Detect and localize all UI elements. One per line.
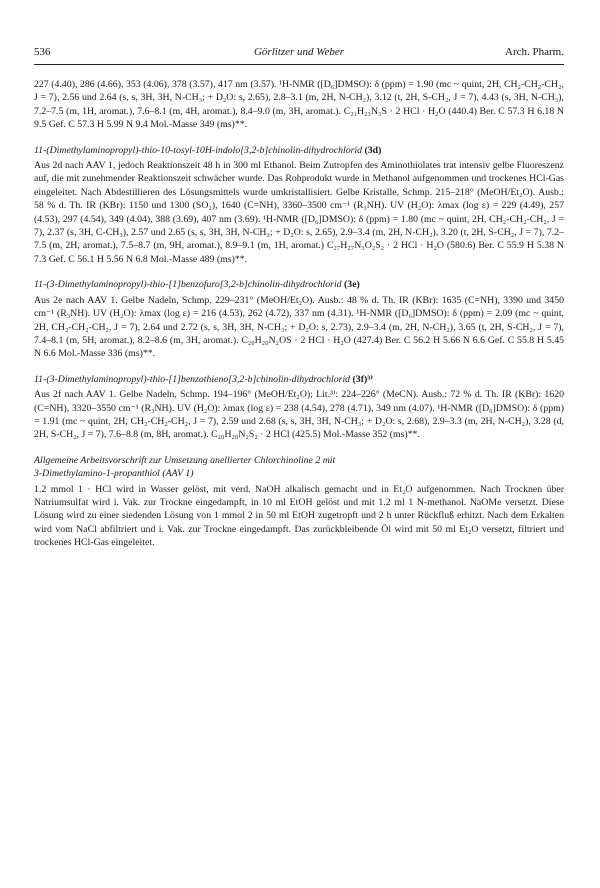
compound-name: 11-(Dimethylaminopropyl)-thio-10-tosyl-10H-indolo[3,2-b]chinolin-dihydrochlorid xyxy=(34,144,363,156)
paragraph-compound-3f: Aus 2f nach AAV 1. Gelbe Nadeln, Schmp. 194–196° (MeOH/Et₂O); Lit.³⁾: 224–226° (MeCN). Ausb.: 72 % d. Th. IR (KBr): 1620 (C=NH), 3320–3550 cm⁻¹ (R₃NH). UV (H₂O): λmax (log ε) = 238 (4.54), 278 (4.71), 349 nm (4.07). ¹H-NMR ([D₆]DMSO): δ (ppm) = 1.91 (mc ~ quint, 2H, CH₂-CH₂-CH₂, J = 7), 2.59 und 2.68 (s, s, 3H, 3H, N-CH₃; + D₂O: s, 2.68), 2.9–3.3 (m, 2H, N-CH₂), 3.28 (d, 2H, S-CH₂, J = 7), 7.6–8.8 (m, 8H, aromat.). C₂₀H₂₀N₂S₂ · 2 HCl (425.5) Mol.-Masse 352 (ms)**. xyxy=(34,389,564,441)
compound-label: (3d) xyxy=(364,144,382,156)
paragraph-compound-3d: Aus 2d nach AAV 1, jedoch Reaktionszeit 48 h in 300 ml Ethanol. Beim Zutropfen des Aminothiolates trat intensiv gelbe Fluoreszenz auf, die mit zunehmender Reaktionszeit schwächer wurde. Das Rohprodukt wurde in Methanol aufgenommen und trockenes HCl-Gas eingeleitet. Nach Abdestillieren des Lösungsmittels wurde umkristallisiert. Gelbe Kristalle, Schmp. 215–218° (MeOH/Et₂O). Ausb.: 58 % d. Th. IR (KBr): 1150 und 1300 (SO₂), 1640 (C=NH), 3360–3500 cm⁻¹ (R₃NH). UV (H₂O): λmax (log ε) = 229 (4.49), 257 (4.53), 297 (4.54), 349 (4.04), 388 (3.69), 407 nm (3.69). ¹H-NMR ([D₆]DMSO): δ (ppm) = 1.80 (mc ~ quint, 2H, CH₂-CH₂-CH₂, J = 7), 2.37 (s, 3H, C-CH₃), 2.57 und 2.65 (s, s, 3H, 3H, N-CH₃; + D₂O: s, 2.65), 2.9–3.4 (m, 2H, N-CH₂), 3.20 (t, 2H, S-CH₂, J = 7), 7.2–7.5 (m, 2H, aromat.), 7.5–8.7 (m, 9H, aromat.), 8.9–9.1 (m, 1H, aromat.) C₂₇H₂₇N₃O₂S₂ · 2 HCl · H₂O (580.6) Ber. C 55.9 H 5.38 N 7.3 Gef. C 56.1 H 5.56 N 6.8 Mol.-Masse 489 (ms)**. xyxy=(34,160,564,265)
journal-name: Arch. Pharm. xyxy=(505,46,564,58)
paragraph-continued-data: 227 (4.40), 286 (4.66), 353 (4.06), 378 (3.57), 417 nm (3.57). ¹H-NMR ([D₆]DMSO): δ (ppm) = 1.90 (mc ~ quint, 2H, CH₂-CH₂-CH₂, J = 7), 2.56 und 2.64 (s, s, 3H, 3H, N-CH₃; + D₂O: s, 2.65), 2.8–3.1 (m, 2H, N-CH₂), 3.12 (t, 2H, S-CH₂, J = 7), 4.43 (s, 3H, N-CH₃), 7.2–7.5 (m, 1H, aromat.), 7.6–8.1 (m, 4H, aromat.), 8.4–9.0 (m, 3H, aromat.). C₂₁H₂₃N₃S · 2 HCl · H₂O (440.4) Ber. C 57.3 H 6.18 N 9.5 Gef. C 57.3 H 5.99 N 9.4 Mol.-Masse 349 (ms)**. xyxy=(34,79,564,131)
compound-heading-3d xyxy=(34,144,564,157)
compound-heading-3e xyxy=(34,278,564,291)
running-header xyxy=(34,44,564,65)
paragraph-compound-3e: Aus 2e nach AAV 1. Gelbe Nadeln, Schmp. 229–231° (MeOH/Et₂O). Ausb.: 48 % d. Th. IR (KBr): 1635 (C=NH), 3390 und 3450 cm⁻¹ (R₃NH). UV (H₂O): λmax (log ε) = 216 (4.53), 262 (4.72), 337 nm (4.31). ¹H-NMR ([D₆]DMSO): δ (ppm) = 2.09 (mc ~ quint, 2H, CH₂-CH₂-CH₂, J = 7), 2.64 und 2.72 (s, s, 3H, 3H, N-CH₃; + D₂O: s, 2.73), 2.9–3.4 (m, 2H, N-CH₂), 3.65 (t, 2H, S-CH₂, J = 7), 7.4–8.1 (m, 5H, aromat.), 8.2–8.6 (m, 3H, aromat.). C₂₀H₂₀N₂OS · 2 HCl · H₂O (427.4) Ber. C 56.2 H 5.66 N 6.6 Gef. C 55.8 H 5.45 N 6.6 Mol.-Masse 336 (ms)**. xyxy=(34,294,564,360)
compound-heading-3f xyxy=(34,373,564,386)
running-title-authors: Görlitzer und Weber xyxy=(253,46,345,58)
page-number: 536 xyxy=(34,46,51,58)
compound-label: (3e) xyxy=(344,279,360,291)
procedure-heading-line2: 3-Dimethylamino-1-propanthiol (AAV 1) xyxy=(34,468,194,480)
compound-name: 11-(3-Dimethylaminopropyl)-thio-[1]benzothieno[3,2-b]chinolin-dihydrochlorid xyxy=(34,373,351,385)
compound-label: (3f)³⁾ xyxy=(352,373,374,385)
article-body xyxy=(34,78,564,550)
procedure-heading xyxy=(34,454,564,481)
procedure-heading-line1: Allgemeine Arbeitsvorschrift zur Umsetzung anellierter Chlorchinoline 2 mit xyxy=(34,454,336,466)
compound-name: 11-(3-Dimethylaminopropyl)-thio-[1]benzofuro[3,2-b]chinolin-dihydrochlorid xyxy=(34,279,342,291)
paragraph-procedure: 1.2 mmol 1 · HCl wird in Wasser gelöst, mit verd. NaOH alkalisch gemacht und in Et₂O aufgenommen. Nach Trocknen über Natriumsulfat wird i. Vak. zur Trockne eingedampft, in 10 ml EtOH gelöst und mit 1.2 ml 1 N-methanol. NaOMe versetzt. Diese Lösung wird zu einer siedenden Lösung von 1 mmol 2 in 50 ml EtOH zugetropft und 2 h unter Rückfluß erhitzt. Nach dem Erkalten wird vom NaCl abfiltriert und i. Vak. zur Trockne eingedampft. Das zurückbleibende Öl wird mit 50 ml Et₂O versetzt, filtriert und trockenes HCl-Gas eingeleitet. xyxy=(34,483,564,549)
